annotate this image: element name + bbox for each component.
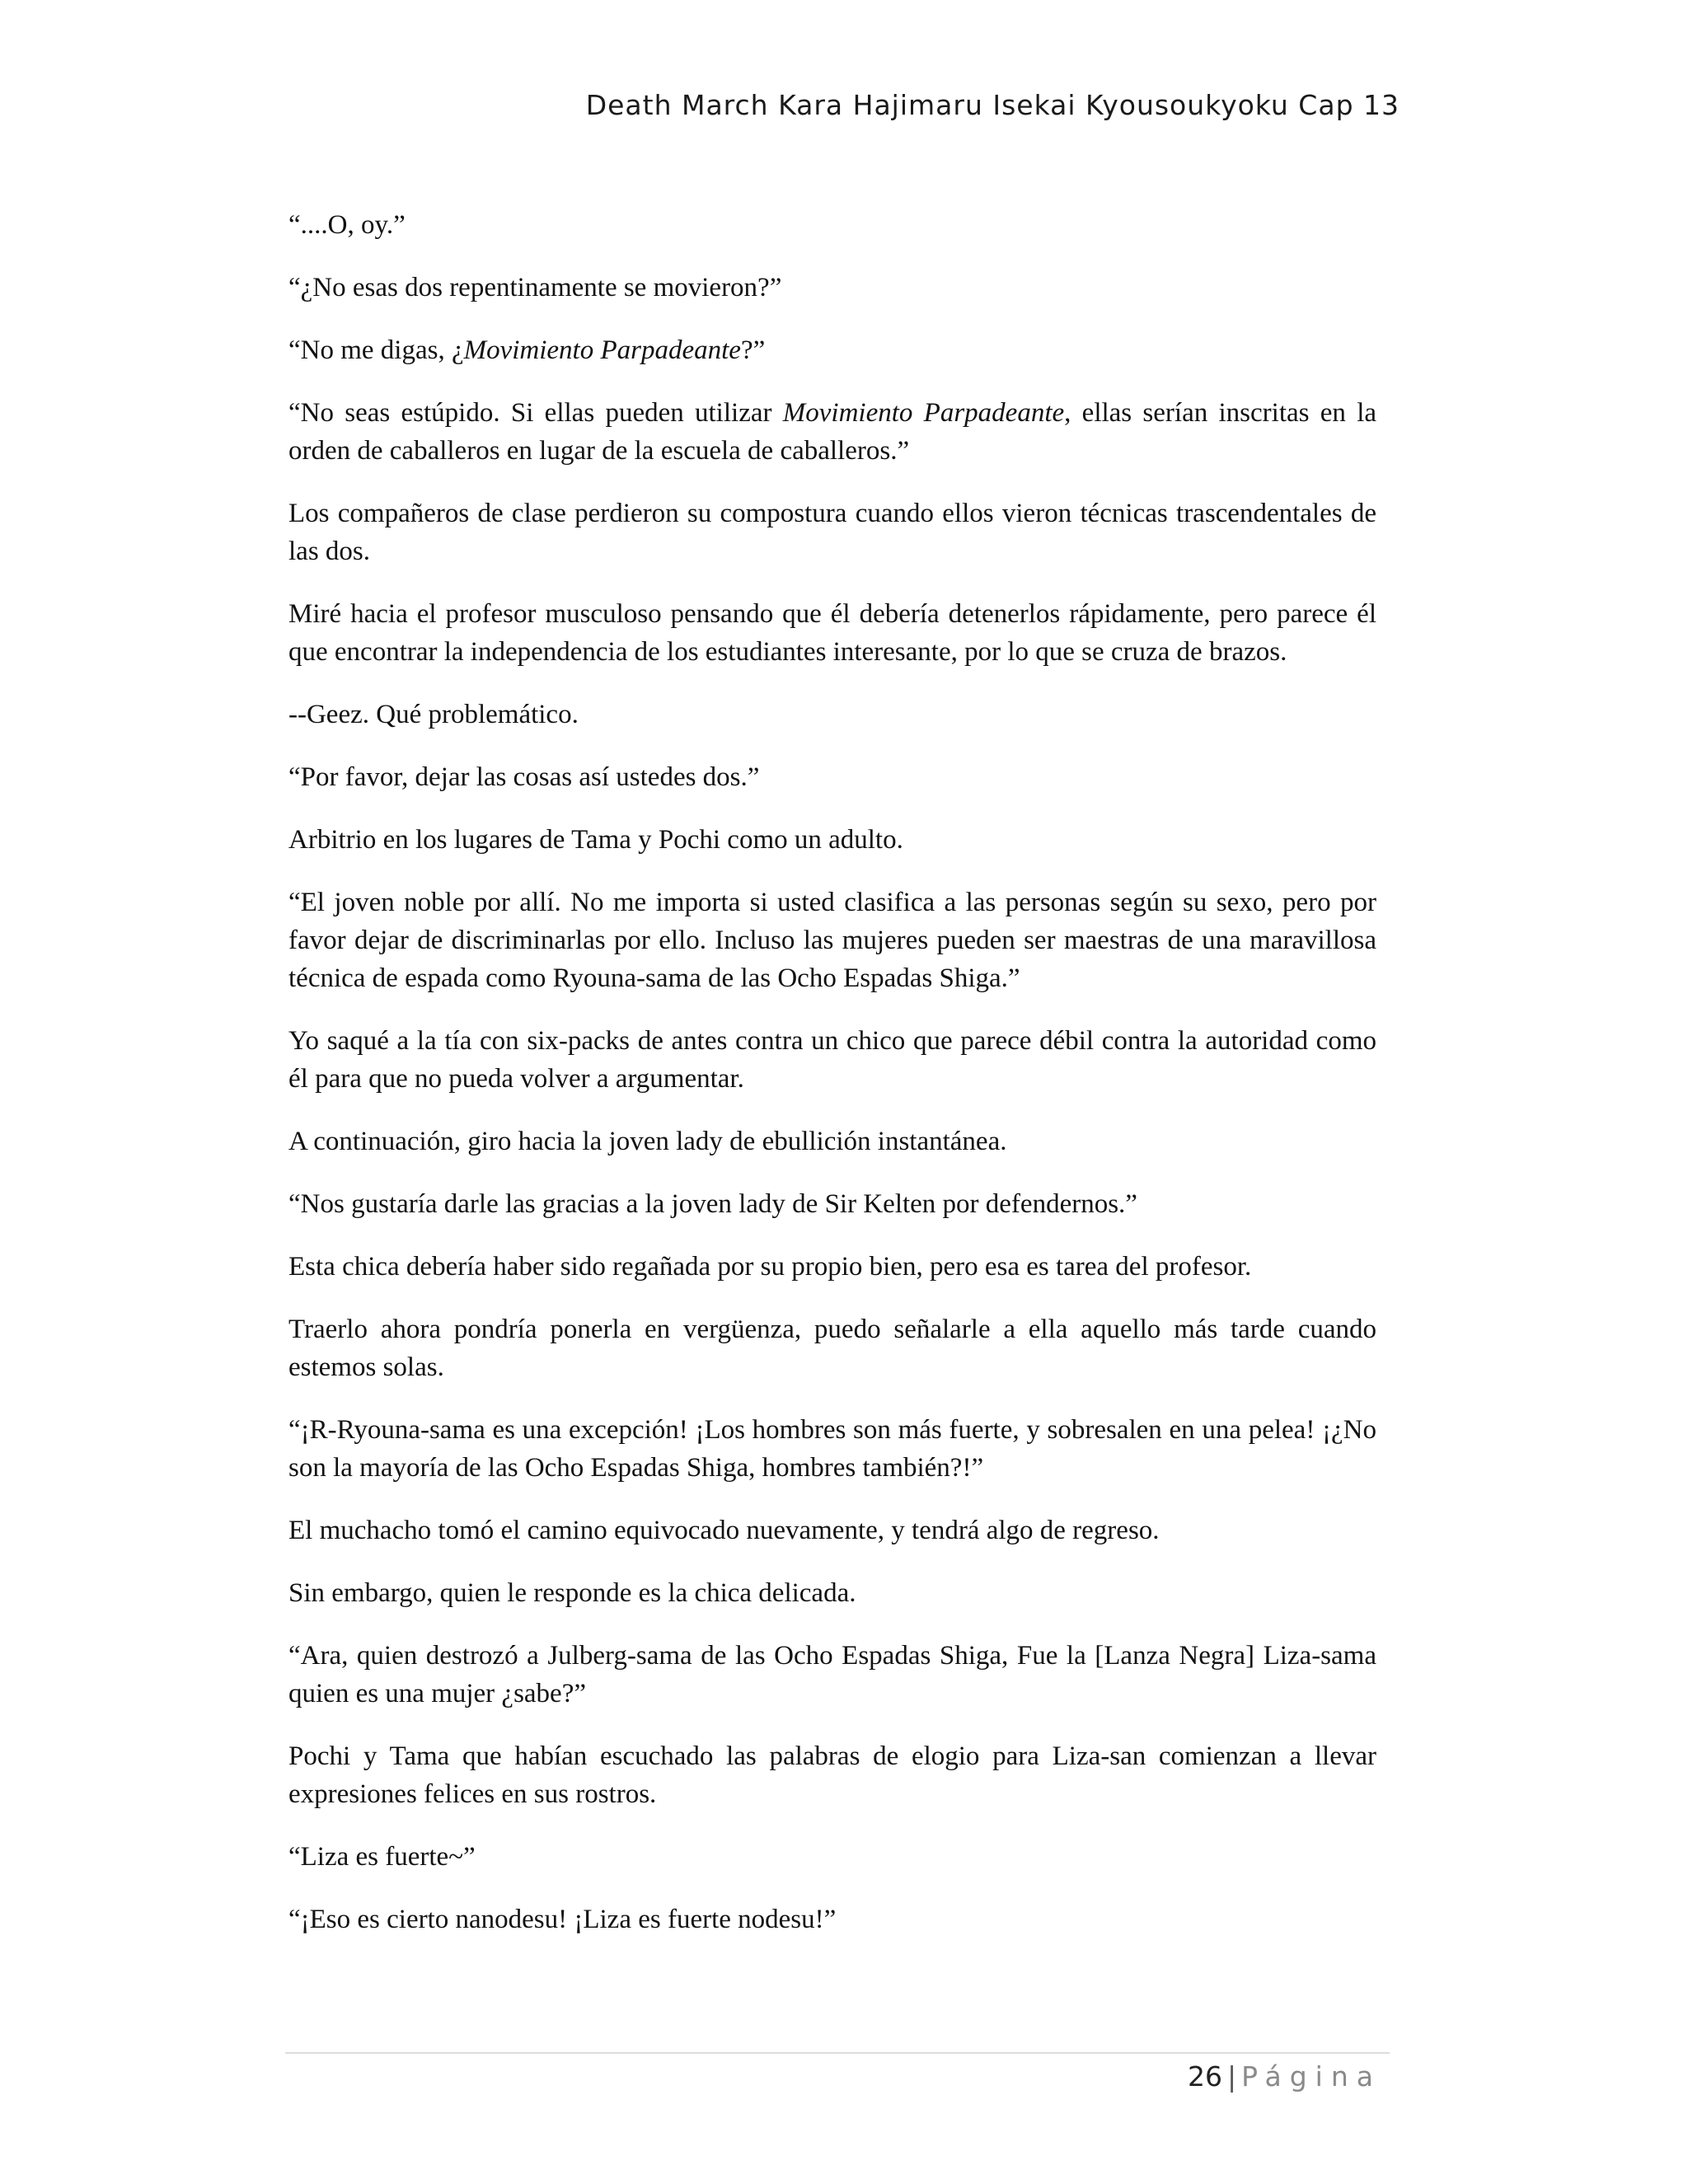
page-footer xyxy=(1188,2060,1381,2093)
paragraph-text: , ellas serían inscritas en la orden de caballeros en lugar de la escuela de caballeros.” xyxy=(288,398,1377,466)
paragraph: El muchacho tomó el camino equivocado nuevamente, y tendrá algo de regreso. xyxy=(288,1516,1160,1545)
paragraph: Miré hacia el profesor musculoso pensando que él debería detenerlos rápidamente, pero parece él que encontrar la independencia de los estudiantes interesante, por lo que se cruza de brazos. xyxy=(288,599,1376,667)
paragraph: “¡Eso es cierto nanodesu! ¡Liza es fuerte nodesu!” xyxy=(288,1905,837,1934)
paragraph: Traerlo ahora pondría ponerla en vergüenza, puedo señalarle a ella aquello más tarde cuando estemos solas. xyxy=(288,1315,1376,1382)
paragraph: “....O, oy.” xyxy=(288,210,406,240)
paragraph: “El joven noble por allí. No me importa si usted clasifica a las personas según su sexo, pero por favor dejar de discriminarlas por ello. Incluso las mujeres pueden ser maestras de una maravillosa técnica de espada como Ryouna-sama de las Ocho Espadas Shiga.” xyxy=(288,888,1376,993)
running-header: Death March Kara Hajimaru Isekai Kyousoukyoku Cap 13 xyxy=(585,89,1400,121)
paragraph xyxy=(288,331,1376,369)
paragraph: Los compañeros de clase perdieron su compostura cuando ellos vieron técnicas trascendentales de las dos. xyxy=(288,499,1376,566)
paragraph: “Por favor, dejar las cosas así ustedes dos.” xyxy=(288,762,760,792)
paragraph: Yo saqué a la tía con six-packs de antes contra un chico que parece débil contra la autoridad como él para que no pueda volver a argumentar. xyxy=(288,1026,1376,1094)
paragraph: Esta chica debería haber sido regañada por su propio bien, pero esa es tarea del profesor. xyxy=(288,1252,1252,1282)
body-text xyxy=(288,206,1376,1963)
paragraph-text: “No me digas, ¿ xyxy=(288,335,464,365)
paragraph: Sin embargo, quien le responde es la chica delicada. xyxy=(288,1578,856,1608)
paragraph-text: “No seas estúpido. Si ellas pueden utilizar xyxy=(288,398,783,428)
italic-term: Movimiento Parpadeante xyxy=(782,398,1065,428)
paragraph: --Geez. Qué problemático. xyxy=(288,700,579,729)
paragraph: “Nos gustaría darle las gracias a la joven lady de Sir Kelten por defendernos.” xyxy=(288,1189,1137,1219)
paragraph: “Liza es fuerte~” xyxy=(288,1842,476,1872)
italic-term: Movimiento Parpadeante xyxy=(463,335,741,365)
footer-divider xyxy=(285,2052,1390,2054)
page-number: 26 xyxy=(1187,2060,1222,2093)
page-separator: | xyxy=(1226,2060,1237,2093)
paragraph: A continuación, giro hacia la joven lady de ebullición instantánea. xyxy=(288,1127,1007,1156)
paragraph: “¿No esas dos repentinamente se movieron?” xyxy=(288,273,782,302)
page-word: Página xyxy=(1241,2060,1381,2093)
paragraph: “Ara, quien destrozó a Julberg-sama de las Ocho Espadas Shiga, Fue la [Lanza Negra] Liza-sama quien es una mujer ¿sabe?” xyxy=(288,1641,1376,1708)
paragraph: Arbitrio en los lugares de Tama y Pochi como un adulto. xyxy=(288,825,903,855)
paragraph: “¡R-Ryouna-sama es una excepción! ¡Los hombres son más fuerte, y sobresalen en una pelea! ¡¿No son la mayoría de las Ocho Espadas Shiga, hombres también?!” xyxy=(288,1415,1376,1483)
paragraph-text: ?” xyxy=(740,335,766,365)
paragraph xyxy=(288,394,1376,470)
paragraph: Pochi y Tama que habían escuchado las palabras de elogio para Liza-san comienzan a llevar expresiones felices en sus rostros. xyxy=(288,1741,1376,1809)
